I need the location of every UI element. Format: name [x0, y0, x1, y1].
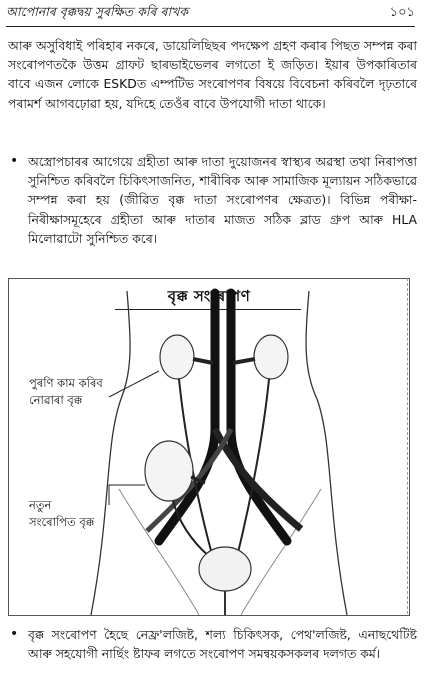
label-new-kidney — [29, 497, 94, 531]
body-outline-left — [91, 291, 130, 615]
old-kidney-right — [254, 335, 288, 379]
label-old-kidney — [29, 375, 103, 409]
kidney-transplant-figure — [8, 278, 410, 616]
bullet-item-teamwork — [8, 625, 417, 663]
label-old-kidney-line2: নোৱাৰা বৃক্ক — [29, 393, 83, 407]
bladder — [199, 547, 251, 591]
vena-cava — [231, 293, 287, 541]
old-kidney-left — [160, 335, 194, 379]
bullet-text: অস্ত্ৰোপচাৰৰ আগেয়ে গ্ৰহীতা আৰু দাতা দুয়োজনৰ স্বাস্থ্যৰ অৱস্থা তথা নিৰাপত্তা সুনিশ্চিত কৰিবলৈ চিকিৎসাজনিত, শাৰীৰিক আৰু সামাজিক মূল্যায়ন সঠিকভাৱে সম্পন্ন কৰা হয় (জীৱিত বৃক্ক দাতা সংৰোপণৰ ক্ষেত্ৰত)। বিভিন্ন পৰীক্ষা-নিৰীক্ষাসমূহেৰে গ্ৰহীতা আৰু দাতাৰ মাজত সঠিক ব্লাড গ্ৰুপ আৰু HLA মিলোৱাটো সুনিশ্চিত কৰে। — [28, 154, 417, 246]
aorta — [159, 293, 215, 541]
figure-title: বৃক্ক সংৰোপণ — [167, 287, 251, 305]
renal-vessels-right — [233, 359, 255, 363]
label-old-kidney-line1: পুৰণি কাম কৰিব — [29, 376, 103, 390]
page-number: ১০১ — [389, 5, 415, 20]
body-outline-right — [306, 291, 347, 615]
new-kidney — [145, 441, 193, 501]
renal-vessels-left — [193, 359, 213, 363]
bullet-item-evaluation — [8, 152, 417, 248]
bullet-dot-icon: • — [10, 626, 19, 642]
label-new-kidney-line1: নতুন — [29, 498, 52, 512]
running-title: আপোনাৰ বৃক্কদ্বয় সুৰক্ষিত কৰি ৰাখক — [6, 4, 189, 19]
page-fold-guide — [407, 278, 408, 614]
kidney-illustration — [9, 279, 409, 615]
bullet-dot-icon: • — [10, 153, 19, 169]
page-header — [6, 4, 415, 27]
intro-paragraph: আৰু অসুবিধাই পৰিহাৰ নকৰে, ডায়েলিছিছৰ পদক্ষেপ গ্ৰহণ কৰাৰ পিছত সম্পন্ন কৰা সংৰোপণতকৈ উত্তম গ্ৰাফট ছাৰভাইভেলৰ লগতো ই জড়িত। ইয়াৰ উপকাৰিতাৰ বাবে এজন লোকে ESKDত এম্পটিভ সংৰোপণৰ বিষয়ে বিবেচনা কৰিবলৈ দৃঢ়তাৰে পৰামৰ্শ আগবঢ়োৱা হয়, যদিহে তেওঁৰ বাবে উপযোগী দাতা থাকে। — [8, 38, 417, 111]
bullet-text: বৃক্ক সংৰোপণ হৈছে নেফ্ৰ'লজিষ্ট, শল্য চিকিৎসক, পেথ'লজিষ্ট, এনাছথেটিষ্ট আৰু সহযোগী নাৰ্ছিং ষ্টাফৰ লগতে সংৰোপণ সমন্বয়কসকলৰ দলগত কৰ্ম। — [28, 627, 417, 662]
label-new-kidney-line2: সংৰোপিত বৃক্ক — [29, 515, 95, 529]
pointer-old-kidney — [109, 371, 159, 397]
